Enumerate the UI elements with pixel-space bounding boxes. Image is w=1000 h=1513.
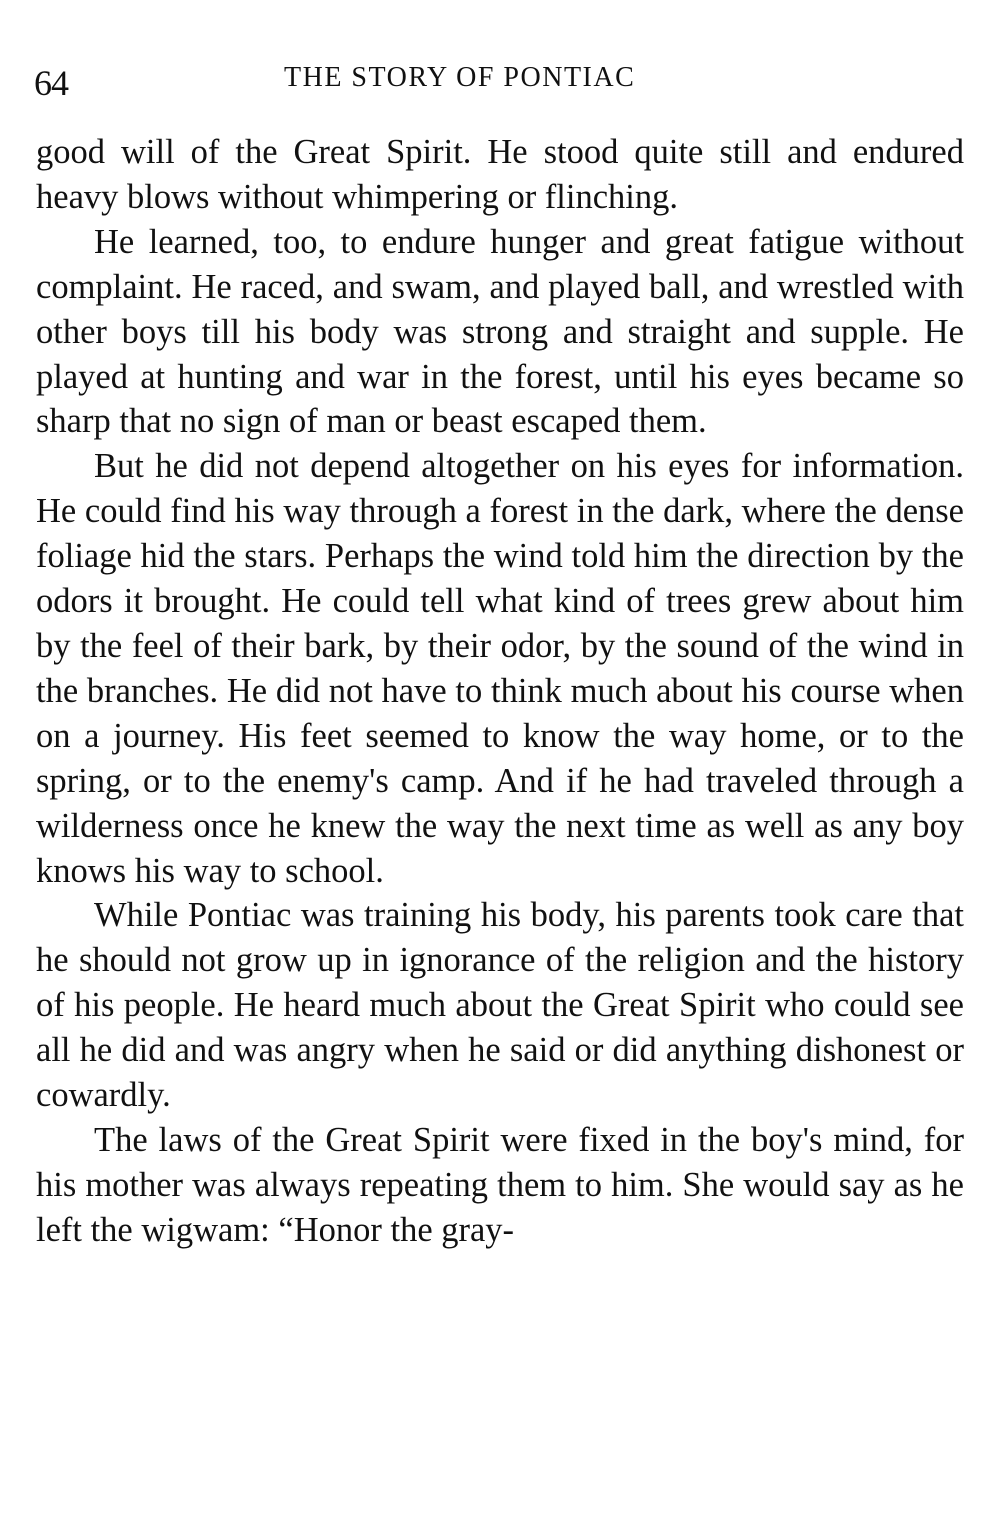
paragraph: good will of the Great Spirit. He stood quite still and endured heavy blows without whimpering or flinching. xyxy=(36,133,964,216)
body-text xyxy=(36,130,964,1253)
paragraph: The laws of the Great Spirit were fixed in the boy's mind, for his mother was always repeating them to him. She would say as he left the wigwam: “Honor the gray- xyxy=(36,1120,964,1249)
paragraph: He learned, too, to endure hunger and great fatigue without complaint. He raced, and swam, and played ball, and wrestled with other boys till his body was strong and straight and supple. He played at hunting and war in the forest, until his eyes became so sharp that no sign of man or beast escaped them. xyxy=(36,222,964,441)
running-title: THE STORY OF PONTIAC xyxy=(284,62,636,93)
paragraph: But he did not depend altogether on his eyes for information. He could find his way through a forest in the dark, where the dense foliage hid the stars. Perhaps the wind told him the direction by the odors it brought. He could tell what kind of trees grew about him by the feel of their bark, by their odor, by the sound of the wind in the branches. He did not have to think much about his course when on a journey. His feet seemed to know the way home, or to the spring, or to the enemy's camp. And if he had traveled through a wilderness once he knew the way the next time as well as any boy knows his way to school. xyxy=(36,447,964,890)
page-number: 64 xyxy=(34,63,68,103)
page-header xyxy=(34,56,964,106)
paragraph: While Pontiac was training his body, his parents took care that he should not grow up in ignorance of the religion and the history of his people. He heard much about the Great Spirit who could see all he did and was angry when he said or did anything dishonest or cowardly. xyxy=(36,896,964,1115)
